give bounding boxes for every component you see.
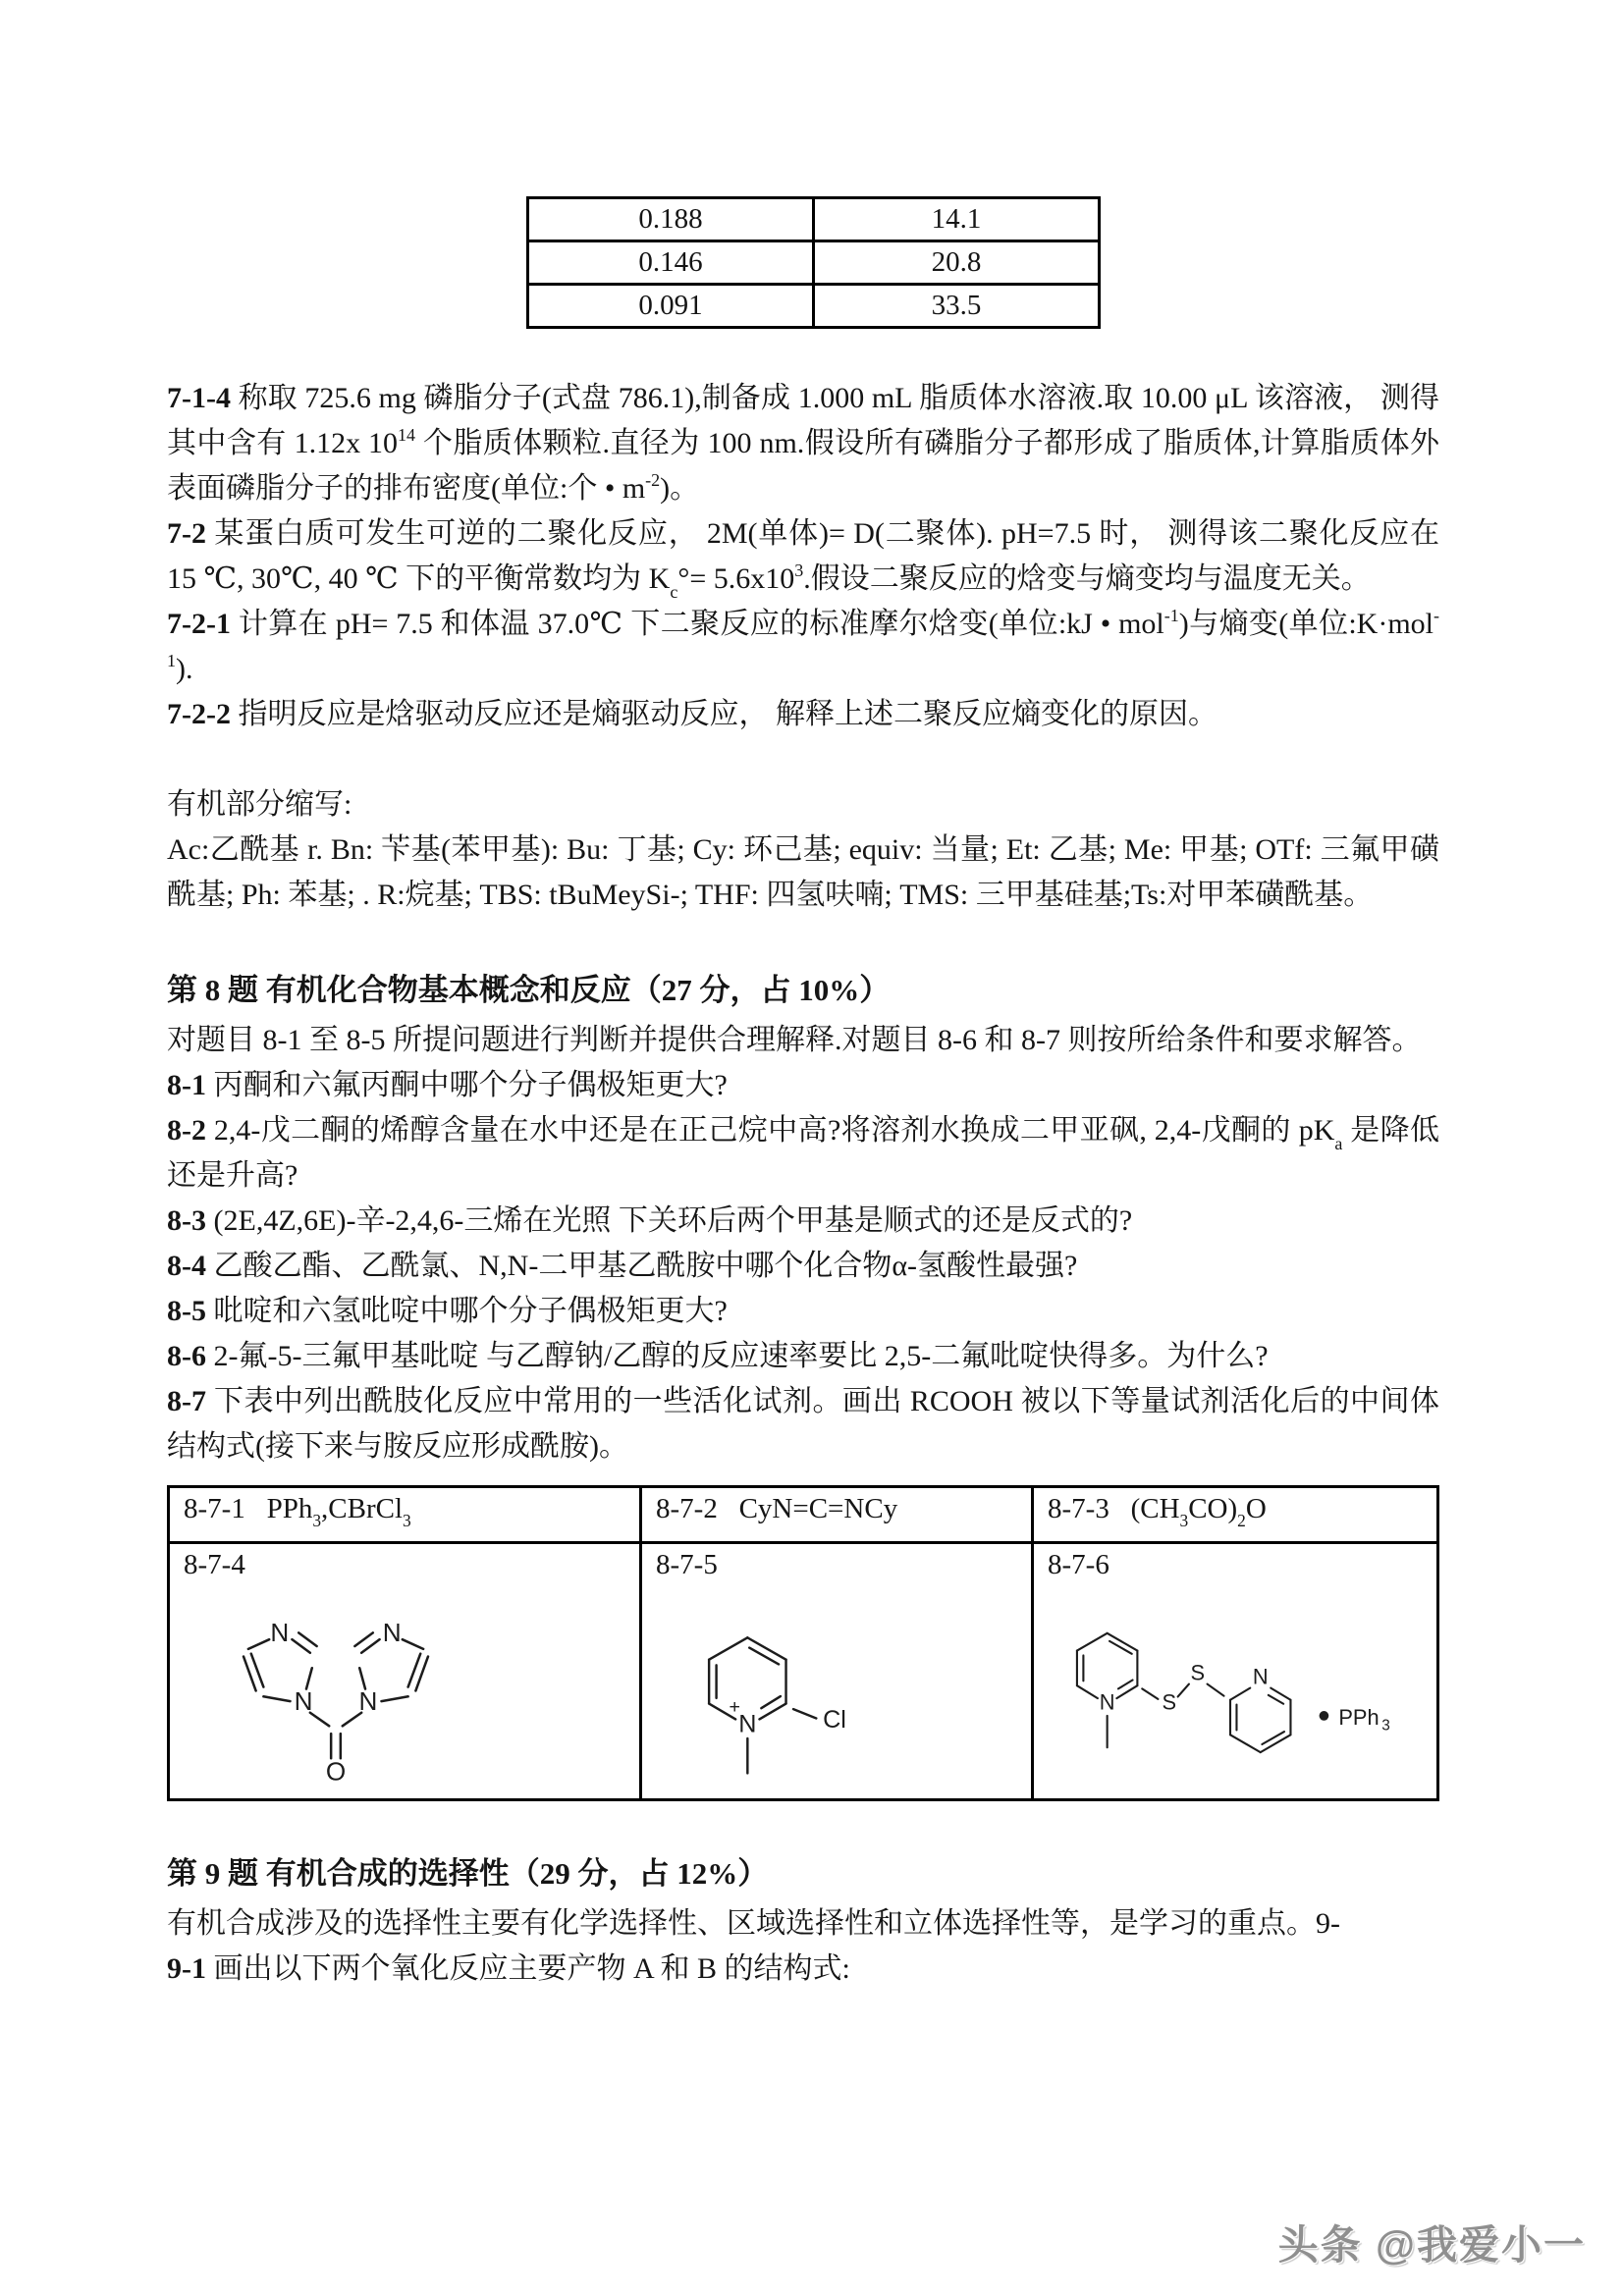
question-7-1-4: 7-1-4 称取 725.6 mg 磷脂分子(式盘 786.1),制备成 1.000 mL 脂质体水溶液.取 10.00 μL 该溶液， 测得其中含有 1.12x $10^{14}$ 个脂质体颗粒.直径为 100 nm.假设所有磷脂分子都形成了脂质体,计算脂质体外表面磷脂分子的排布密度(单位:个 • $m^{-2}$)。 — [167, 382, 1439, 505]
table-cell: 0.146 — [528, 241, 814, 285]
question-8-5: 8-5 吡啶和六氢吡啶中哪个分子偶极矩更大? — [167, 1295, 728, 1327]
reagent-8-7-5-label: 8-7-5 — [656, 1549, 718, 1580]
question-8-2: 8-2 2,4-戊二酮的烯醇含量在水中还是在正己烷中高?将溶剂水换成二甲亚砜, 2,4-戊酮的 $pK_a$ 是降低还是升高? — [167, 1114, 1439, 1192]
table-row — [169, 1487, 1438, 1543]
abbreviations-body: Ac:乙酰基 r. Bn: 苄基(苯甲基): Bu: 丁基; Cy: 环己基; equiv: 当量; Et: 乙基; Me: 甲基; OTf: 三氟甲磺酰基; Ph: 苯基; . R:烷基; TBS: tBuMeySi-; THF: 四氢呋喃; TMS: 三甲基硅基;Ts:对甲苯磺酰基。 — [167, 833, 1439, 911]
structure-carbonyldiimidazole — [184, 1587, 488, 1793]
nitrogen-label: N — [1099, 1689, 1115, 1715]
nitrogen-label: N — [358, 1685, 378, 1716]
question-7-2-1: 7-2-1 计算在 pH= 7.5 和体温 37.0℃ 下二聚反应的标准摩尔焓变(单位:kJ • mol$^{-1}$)与熵变(单位:K·mol$^{-1}$). — [167, 606, 1439, 685]
table-row — [528, 198, 1100, 241]
pph3-label: PPh — [1338, 1704, 1380, 1730]
question-8-3: 8-3 (2E,4Z,6E)-辛-2,4,6-三烯在光照 下关环后两个甲基是顺式的还是反式的? — [167, 1204, 1133, 1237]
table-row — [528, 241, 1100, 285]
question-8-1: 8-1 丙酮和六氟丙酮中哪个分子偶极矩更大? — [167, 1069, 728, 1101]
structure-chloro-methylpyridinium — [656, 1587, 931, 1793]
question-7-2-2: 7-2-2 指明反应是焓驱动反应还是熵驱动反应， 解释上述二聚反应熵变化的原因。 — [167, 698, 1217, 730]
question-8-7: 8-7 下表中列出酰肢化反应中常用的一些活化试剂。画出 RCOOH 被以下等量试剂活化后的中间体结构式(接下来与胺反应形成酰胺)。 — [167, 1385, 1439, 1463]
question-8-4: 8-4 乙酸乙酯、乙酰氯、N,N-二甲基乙酰胺中哪个化合物α-氢酸性最强? — [167, 1250, 1078, 1282]
table-cell: 14.1 — [814, 198, 1100, 241]
nitrogen-label: N — [382, 1618, 402, 1648]
chlorine-label: Cl — [823, 1705, 846, 1734]
section-8-title: 第 8 题 有机化合物基本概念和反应（27 分，占 10%） — [167, 973, 891, 1007]
document-content — [167, 0, 1439, 1992]
reagent-8-7-4-cell — [169, 1543, 641, 1800]
sulfur-label: S — [1190, 1660, 1206, 1685]
plus-charge-label: + — [729, 1695, 740, 1718]
bullet-dot — [1320, 1711, 1329, 1721]
nitrogen-label: N — [1252, 1664, 1269, 1689]
question-8-6: 8-6 2-氟-5-三氟甲基吡啶 与乙醇钠/乙醇的反应速率要比 2,5-二氟吡啶快得多。为什么? — [167, 1340, 1269, 1372]
table-row — [169, 1543, 1438, 1800]
reagent-8-7-3: 8-7-3 $(CH_3CO)_2O$ — [1033, 1487, 1438, 1543]
table-row — [528, 285, 1100, 328]
sulfur-label: S — [1162, 1689, 1177, 1715]
activation-reagents-table — [167, 1485, 1439, 1801]
reagent-8-7-4-label: 8-7-4 — [184, 1549, 245, 1580]
reagent-8-7-6-cell — [1033, 1543, 1438, 1800]
reagent-8-7-1: 8-7-1 PPh$_3$,CBrCl$_3$ — [169, 1487, 641, 1543]
reagent-8-7-2: 8-7-2 CyN=C=NCy — [641, 1487, 1033, 1543]
question-7-2: 7-2 某蛋白质可发生可逆的二聚化反应， 2M(单体)= D(二聚体). pH=7.5 时， 测得该二聚化反应在 15 ℃, 30℃, 40 ℃ 下的平衡常数均为 $K_c^\circ= 5.6x10^3$.假设二聚反应的焓变与熵变均与温度无关。 — [167, 517, 1439, 602]
oxygen-label: O — [325, 1756, 347, 1787]
pph3-subscript: 3 — [1381, 1717, 1390, 1735]
table-cell: 33.5 — [814, 285, 1100, 328]
reagent-8-7-5-cell — [641, 1543, 1033, 1800]
nitrogen-label: N — [270, 1618, 290, 1648]
question-9-1: 9-1 画出以下两个氧化反应主要产物 A 和 B 的结构式: — [167, 1952, 850, 1985]
section-8-intro: 对题目 8-1 至 8-5 所提问题进行判断并提供合理解释.对题目 8-6 和 8-7 则按所给条件和要求解答。 — [167, 1024, 1422, 1056]
table-cell: 20.8 — [814, 241, 1100, 285]
structure-dipyridyl-disulfide-pph3 — [1048, 1587, 1413, 1789]
table-cell: 0.091 — [528, 285, 814, 328]
equilibrium-data-table — [526, 196, 1101, 329]
table-cell: 0.188 — [528, 198, 814, 241]
section-9-title: 第 9 题 有机合成的选择性（29 分，占 12%） — [167, 1856, 769, 1891]
abbreviations-title: 有机部分缩写: — [167, 788, 352, 821]
nitrogen-label: N — [738, 1710, 757, 1738]
nitrogen-label: N — [294, 1685, 313, 1716]
watermark: 头条 @我爱小一 — [1277, 2222, 1586, 2268]
reagent-8-7-6-label: 8-7-6 — [1048, 1549, 1109, 1580]
section-9-intro: 有机合成涉及的选择性主要有化学选择性、区域选择性和立体选择性等，是学习的重点。9- — [167, 1907, 1340, 1940]
